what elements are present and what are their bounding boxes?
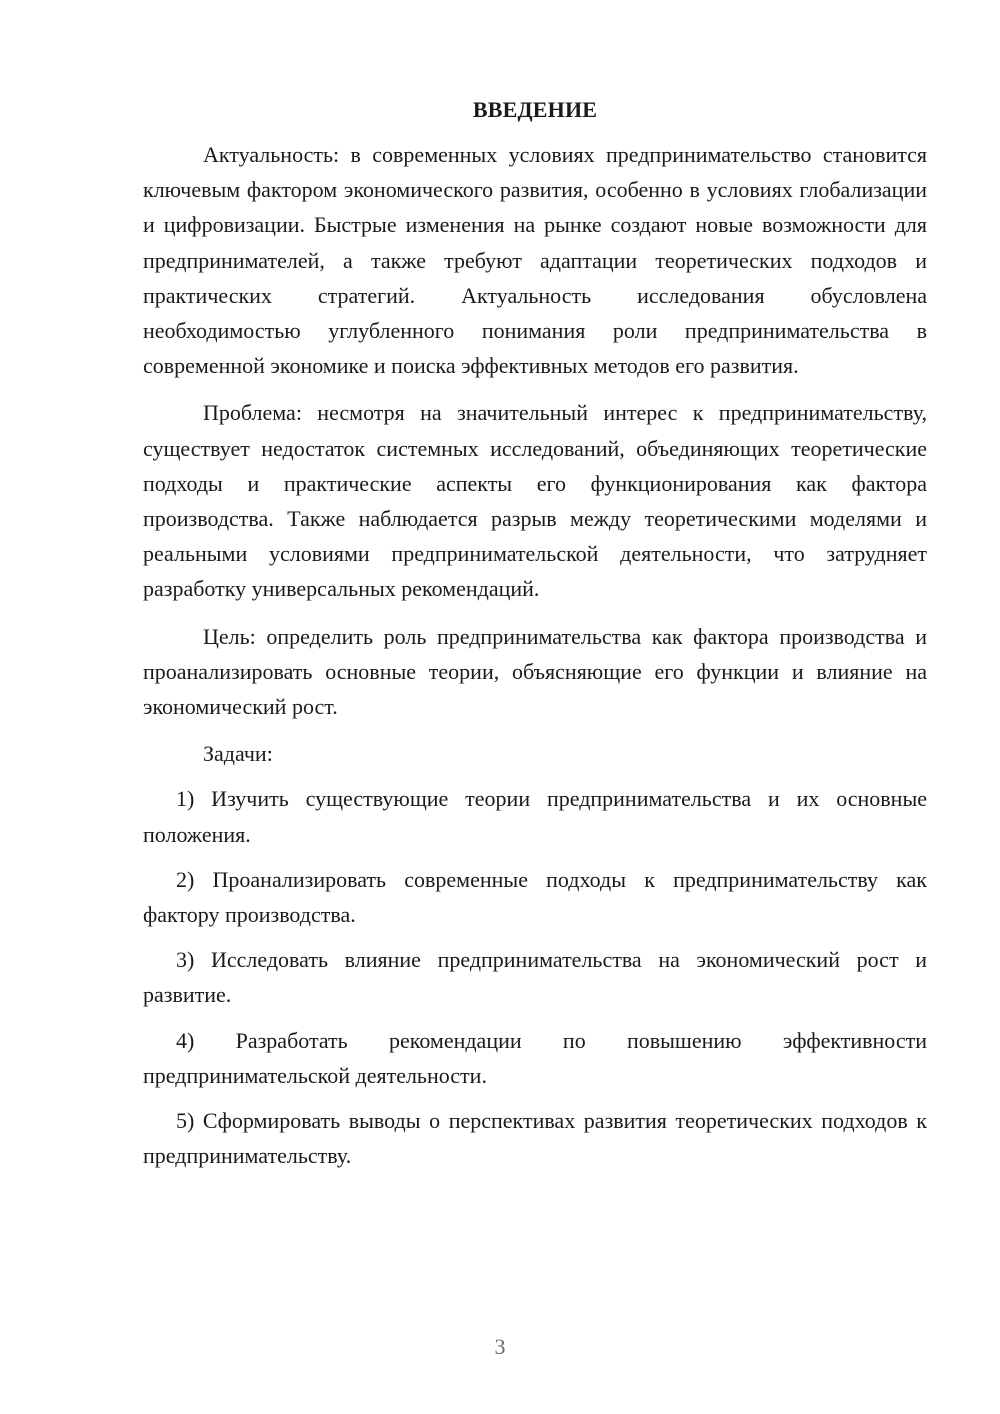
- tasks-label: Задачи:: [203, 741, 273, 767]
- section-heading: ВВЕДЕНИЕ: [472, 97, 598, 122]
- page-number: 3: [494, 1334, 506, 1359]
- paragraph-problem: Проблема: несмотря на значительный интерес к предпринимательству, существует недостаток системных исследований, объединяющих теоретические подходы и практические аспекты его функционирования как фактора производства. Также наблюдается разрыв между теоретическими моделями и реальными условиями предпринимательской деятельности, что затрудняет разработку универсальных рекомендаций.: [143, 400, 927, 602]
- document-page: [143, 95, 927, 1183]
- paragraph-relevance: Актуальность: в современных условиях предпринимательство становится ключевым фактором экономического развития, особенно в условиях глобализации и цифровизации. Быстрые изменения на рынке создают новые возможности для предпринимателей, а также требуют адаптации теоретических подходов и практических стратегий. Актуальность исследования обусловлена необходимостью углубленного понимания роли предпринимательства в современной экономике и поиска эффективных методов его развития.: [143, 142, 927, 379]
- list-item: 5) Сформировать выводы о перспективах развития теоретических подходов к предпринимательству.: [143, 1108, 927, 1169]
- list-item: 3) Исследовать влияние предпринимательства на экономический рост и развитие.: [143, 947, 927, 1008]
- paragraph-goal: Цель: определить роль предпринимательства как фактора производства и проанализировать основные теории, объясняющие его функции и влияние на экономический рост.: [143, 623, 927, 720]
- list-item: 4) Разработать рекомендации по повышению эффективности предпринимательской деятельности.: [143, 1027, 927, 1088]
- list-item: 2) Проанализировать современные подходы к предпринимательству как фактору производства.: [143, 866, 927, 928]
- list-item: 1) Изучить существующие теории предпринимательства и их основные положения.: [143, 786, 927, 847]
